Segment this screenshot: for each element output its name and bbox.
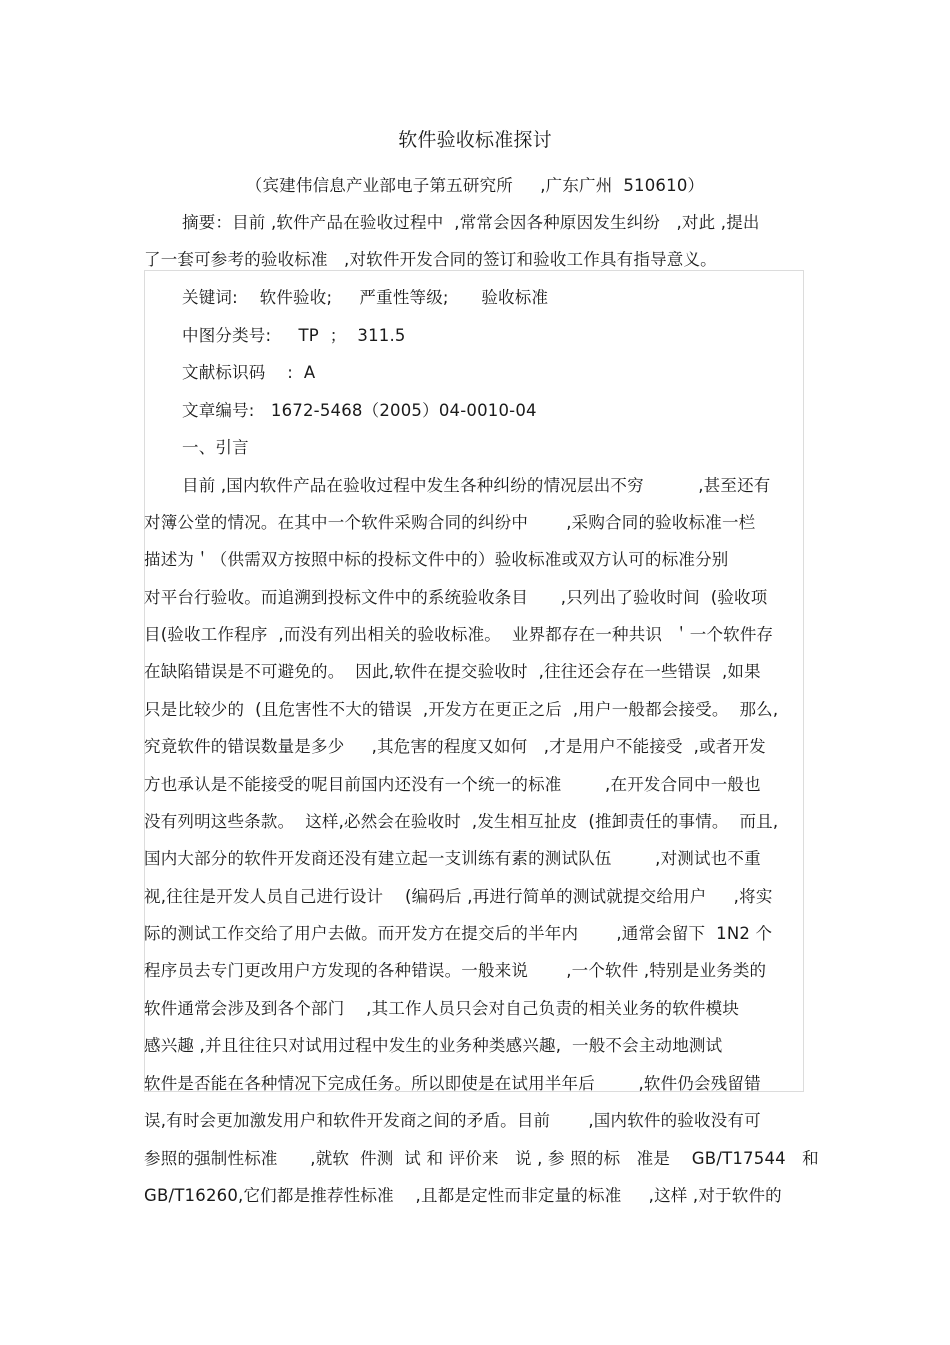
body-line: 对平台行验收。而追溯到投标文件中的系统验收条目 ,只列出了验收时间 (验收项 <box>144 588 768 607</box>
body-line: 只是比较少的 (且危害性不大的错误 ,开发方在更正之后 ,用户一般都会接受。 那么, <box>144 700 779 719</box>
paper-title: 软件验收标准探讨 <box>398 129 552 151</box>
body-line: 目前 ,国内软件产品在验收过程中发生各种纠纷的情况层出不穷 ,甚至还有 <box>182 476 771 495</box>
abstract-line-1: 摘要：目前 ,软件产品在验收过程中 ,常常会因各种原因发生纠纷 ,对此 ,提出 <box>182 213 760 232</box>
body-line: 对簿公堂的情况。在其中一个软件采购合同的纠纷中 ,采购合同的验收标准一栏 <box>144 513 756 532</box>
classification-number: 中图分类号: TP ； 311.5 <box>182 326 406 345</box>
body-line: 方也承认是不能接受的呢目前国内还没有一个统一的标准 ,在开发合同中一般也 <box>144 775 761 794</box>
body-line: 软件通常会涉及到各个部门 ,其工作人员只会对自己负责的相关业务的软件模块 <box>144 999 740 1018</box>
body-line: 视,往往是开发人员自己进行设计 (编码后 ,再进行简单的测试就提交给用户 ,将实 <box>144 887 773 906</box>
author-affiliation: （宾建伟信息产业部电子第五研究所 ,广东广州 510610） <box>245 176 705 195</box>
abstract-line-2: 了一套可参考的验收标准 ,对软件开发合同的签订和验收工作具有指导意义。 <box>144 250 717 269</box>
body-line: 软件是否能在各种情况下完成任务。所以即使是在试用半年后 ,软件仍会残留错 <box>144 1074 761 1093</box>
body-line: 误,有时会更加激发用户和软件开发商之间的矛盾。目前 ,国内软件的验收没有可 <box>144 1111 761 1130</box>
body-line: 描述为＇（供需双方按照中标的投标文件中的）验收标准或双方认可的标准分别 <box>144 550 729 569</box>
body-line: 参照的强制性标准 ,就软 件测 试 和 评价来 说 , 参 照的标 准是 GB/T17544 和 <box>144 1149 819 1168</box>
body-line: 目(验收工作程序 ,而没有列出相关的验收标准。 业界都存在一种共识 ＇一个软件存 <box>144 625 774 644</box>
body-line: 程序员去专门更改用户方发现的各种错误。一般来说 ,一个软件 ,特别是业务类的 <box>144 961 767 980</box>
keywords: 关键词: 软件验收; 严重性等级; 验收标准 <box>182 288 549 307</box>
document-code: 文献标识码 : A <box>182 363 316 382</box>
article-number: 文章编号: 1672-5468（2005）04-0010-04 <box>182 401 537 420</box>
body-line: 国内大部分的软件开发商还没有建立起一支训练有素的测试队伍 ,对测试也不重 <box>144 849 761 868</box>
body-line: 究竟软件的错误数量是多少 ,其危害的程度又如何 ,才是用户不能接受 ,或者开发 <box>144 737 766 756</box>
section-heading: 一、引言 <box>182 438 249 457</box>
body-line: GB/T16260,它们都是推荐性标准 ,且都是定性而非定量的标准 ,这样 ,对于软件的 <box>144 1186 782 1205</box>
body-line: 感兴趣 ,并且往往只对试用过程中发生的业务种类感兴趣, 一般不会主动地测试 <box>144 1036 723 1055</box>
body-line: 际的测试工作交给了用户去做。而开发方在提交后的半年内 ,通常会留下 1N2 个 <box>144 924 773 943</box>
body-line: 在缺陷错误是不可避免的。 因此,软件在提交验收时 ,往往还会存在一些错误 ,如果 <box>144 662 761 681</box>
body-line: 没有列明这些条款。 这样,必然会在验收时 ,发生相互扯皮 (推卸责任的事情。 而且, <box>144 812 779 831</box>
